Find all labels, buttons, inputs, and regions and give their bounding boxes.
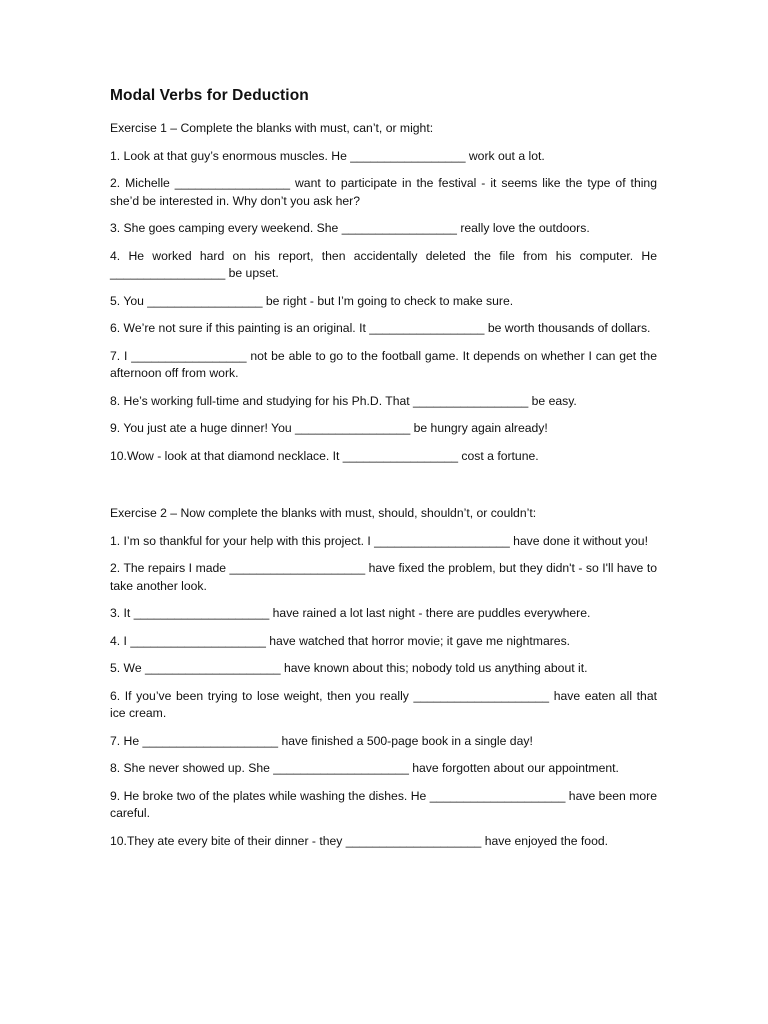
exercise-1-item-10: 10.Wow - look at that diamond necklace. It _________________ cost a fortune. <box>110 448 539 463</box>
exercise-1-list <box>110 148 657 466</box>
exercise-1-item-4: 4. He worked hard on his report, then accidentally deleted the file from his computer. He _________________ be upset. <box>110 248 657 280</box>
exercise-1-item-7: 7. I _________________ not be able to go to the football game. It depends on whether I can get the afternoon off from work. <box>110 348 657 380</box>
exercise-2-item-8: 8. She never showed up. She ____________________ have forgotten about our appointment. <box>110 761 619 775</box>
exercise-1-item-9: 9. You just ate a huge dinner! You _________________ be hungry again already! <box>110 421 548 435</box>
exercise-2-item-2: 2. The repairs I made ____________________ have fixed the problem, but they didn't - so I'll have to take another look. <box>110 561 657 593</box>
exercise-2-item-1: 1. I’m so thankful for your help with this project. I ____________________ have done it without you! <box>110 533 648 548</box>
document-title: Modal Verbs for Deduction <box>110 87 309 104</box>
exercise-1-item-5: 5. You _________________ be right - but I’m going to check to make sure. <box>110 293 514 308</box>
exercise-1-item-8: 8. He’s working full-time and studying for his Ph.D. That _________________ be easy. <box>110 393 577 408</box>
exercise-2-item-3: 3. It ____________________ have rained a lot last night - there are puddles everywhere. <box>110 606 591 620</box>
exercise-2-item-9: 9. He broke two of the plates while washing the dishes. He ____________________ have been more careful. <box>110 788 657 820</box>
exercise-1-heading: Exercise 1 – Complete the blanks with must, can’t, or might: <box>110 121 434 135</box>
exercise-2-item-6: 6. If you’ve been trying to lose weight, then you really ____________________ have eaten all that ice cream. <box>110 688 657 720</box>
exercise-1-item-1: 1. Look at that guy’s enormous muscles. He _________________ work out a lot. <box>110 148 545 163</box>
exercise-1-item-6: 6. We’re not sure if this painting is an original. It _________________ be worth thousands of dollars. <box>110 321 651 335</box>
section-gap <box>110 475 657 505</box>
exercise-2-item-7: 7. He ____________________ have finished a 500-page book in a single day! <box>110 733 533 748</box>
exercise-2-item-5: 5. We ____________________ have known about this; nobody told us anything about it. <box>110 661 588 675</box>
exercise-2-list <box>110 533 657 851</box>
exercise-1-item-3: 3. She goes camping every weekend. She _________________ really love the outdoors. <box>110 221 590 235</box>
exercise-1-item-2: 2. Michelle _________________ want to participate in the festival - it seems like the type of thing she’d be interested in. Why don’t you ask her? <box>110 176 657 208</box>
document-content <box>110 86 657 860</box>
exercise-2-item-4: 4. I ____________________ have watched that horror movie; it gave me nightmares. <box>110 633 571 648</box>
exercise-2-heading: Exercise 2 – Now complete the blanks with must, should, shouldn’t, or couldn’t: <box>110 506 537 520</box>
exercise-2-item-10: 10.They ate every bite of their dinner - they ____________________ have enjoyed the food. <box>110 833 609 848</box>
